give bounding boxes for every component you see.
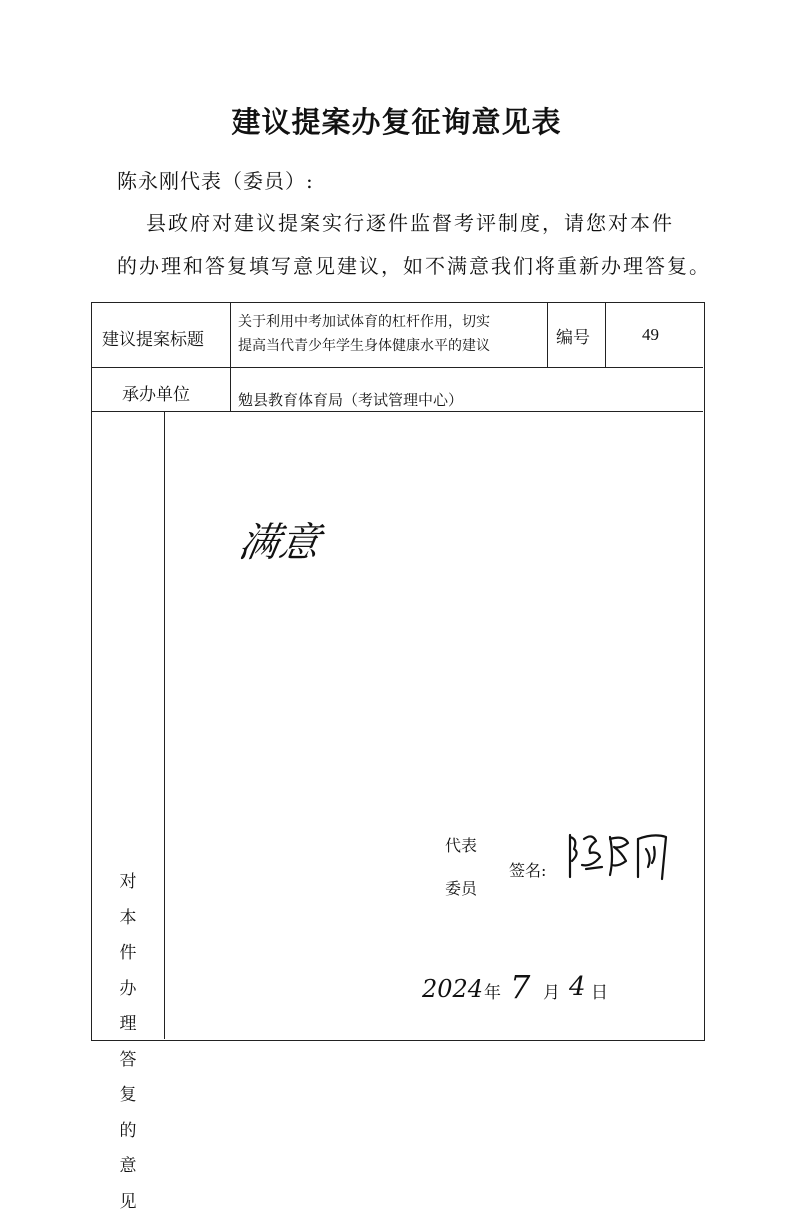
opinion-label [92, 865, 164, 1220]
intro-line-2: 的办理和答复填写意见建议，如不满意我们将重新办理答复。 [117, 250, 711, 279]
row-divider [92, 367, 703, 368]
proposal-title-line-1: 关于利用中考加试体育的杠杆作用，切实 [238, 310, 490, 334]
date-year-unit: 年 [484, 978, 501, 1003]
opinion-label-char: 本 [92, 901, 164, 937]
row-divider [92, 411, 703, 412]
opinion-label-char: 办 [92, 972, 164, 1008]
proposal-title-line-2: 提高当代青少年学生身体健康水平的建议 [238, 334, 490, 358]
signer-role-representative: 代表 [445, 833, 477, 856]
column-divider [547, 303, 548, 367]
date-year: 2024 [422, 975, 483, 1003]
intro-line-1: 县政府对建议提案实行逐件监督考评制度，请您对本件 [146, 207, 674, 236]
number-value: 49 [642, 325, 659, 345]
opinion-label-char: 见 [92, 1185, 164, 1220]
unit-value: 勉县教育体育局（考试管理中心） [238, 389, 463, 410]
opinion-label-char: 对 [92, 865, 164, 901]
unit-label: 承办单位 [122, 380, 190, 405]
signer-role-member: 委员 [445, 876, 477, 899]
opinion-label-char: 的 [92, 1114, 164, 1150]
date-day-unit: 日 [591, 978, 608, 1003]
opinion-label-char: 复 [92, 1078, 164, 1114]
date-month-unit: 月 [543, 978, 560, 1003]
opinion-table [91, 302, 705, 1041]
opinion-label-char: 意 [92, 1149, 164, 1185]
column-divider [164, 411, 165, 1039]
salutation: 陈永刚代表（委员）: [117, 165, 314, 194]
opinion-label-char: 答 [92, 1043, 164, 1079]
handwritten-signature [566, 827, 676, 887]
opinion-handwritten: 满意 [235, 511, 325, 568]
opinion-label-char: 件 [92, 936, 164, 972]
column-divider [230, 303, 231, 411]
date-month: 7 [510, 968, 530, 1006]
signature-label: 签名: [509, 858, 546, 881]
opinion-label-char: 理 [92, 1007, 164, 1043]
number-label: 编号 [556, 323, 590, 348]
title-label: 建议提案标题 [102, 325, 204, 350]
column-divider [605, 303, 606, 367]
date-day: 4 [569, 972, 586, 1002]
form-title: 建议提案办复征询意见表 [0, 100, 793, 141]
